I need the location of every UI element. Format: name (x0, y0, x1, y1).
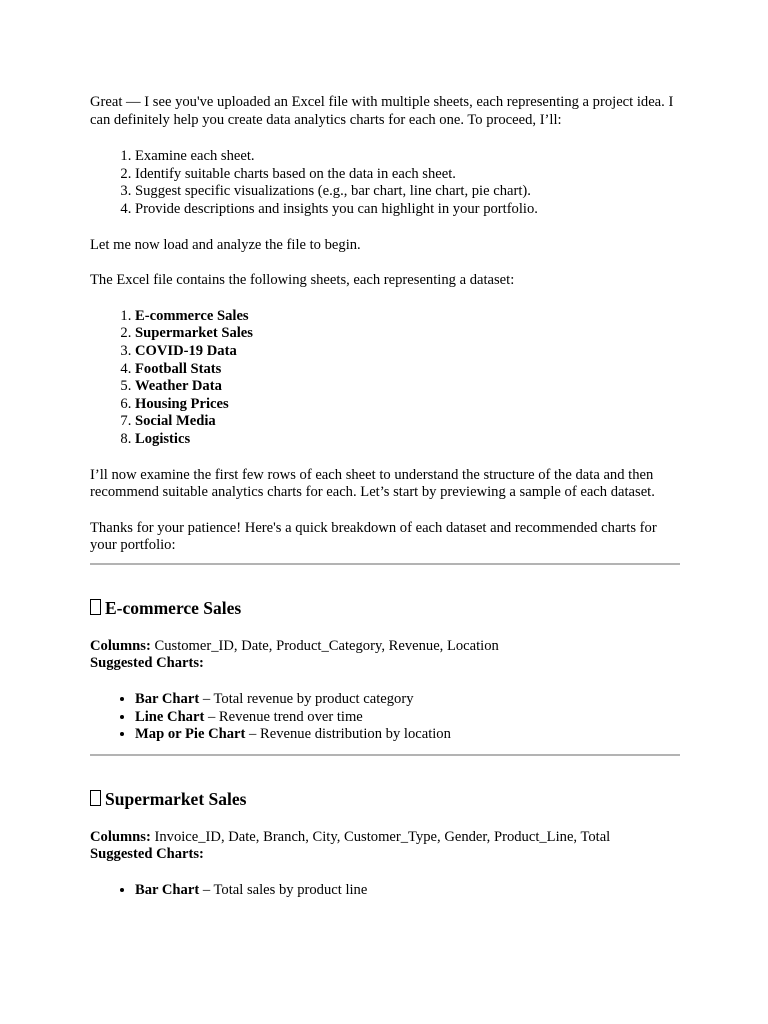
chart-name: Bar Chart (135, 882, 200, 899)
sheet-name: Supermarket Sales (135, 325, 253, 342)
chart-emoji-icon (90, 599, 101, 615)
sheet-name: Weather Data (135, 378, 222, 395)
columns-line (90, 638, 680, 656)
charts-list (90, 691, 680, 744)
chart-name: Line Chart (135, 708, 205, 725)
list-item (135, 726, 680, 744)
chart-name: Map or Pie Chart (135, 726, 246, 743)
list-item: 2. Identify suitable charts based on the data in each sheet. (135, 166, 680, 184)
divider (90, 754, 680, 756)
thanks-paragraph: Thanks for your patience! Here's a quick breakdown of each dataset and recommended charts for your portfolio: (90, 519, 657, 554)
list-item: 4. Provide descriptions and insights you can highlight in your portfolio. (135, 201, 680, 219)
section-title: Supermarket Sales (105, 788, 247, 809)
columns-value: Invoice_ID, Date, Branch, City, Customer_Type, Gender, Product_Line, Total (154, 828, 611, 845)
list-item (135, 361, 680, 379)
sheets-list (90, 308, 680, 449)
chart-desc: – Total sales by product line (202, 882, 368, 899)
intro-paragraph: Great — I see you've uploaded an Excel file with multiple sheets, each representing a project idea. I can definitely help you create data analytics charts for each one. To proceed, I’ll: (90, 94, 674, 128)
columns-line (90, 829, 680, 847)
sheet-name: Football Stats (135, 360, 222, 377)
cart-emoji-icon (90, 790, 101, 806)
list-item (135, 325, 680, 343)
sheet-name: COVID-19 Data (135, 342, 237, 359)
sheet-name: Social Media (135, 413, 216, 430)
section-title: E-commerce Sales (105, 597, 242, 618)
chart-name: Bar Chart (135, 691, 200, 708)
divider (90, 563, 680, 565)
list-item (135, 431, 680, 449)
steps-list (90, 148, 680, 218)
charts-label: Suggested Charts: (90, 846, 204, 863)
chart-desc: – Revenue distribution by location (249, 726, 451, 743)
sheet-name: E-commerce Sales (135, 307, 249, 324)
columns-label: Columns: (90, 828, 151, 845)
section-heading (90, 598, 680, 618)
columns-label: Columns: (90, 637, 151, 654)
list-item: 3. Suggest specific visualizations (e.g., bar chart, line chart, pie chart). (135, 183, 680, 201)
document-page (90, 94, 680, 918)
list-item (135, 308, 680, 326)
section-heading (90, 789, 680, 809)
chart-desc: – Total revenue by product category (202, 691, 414, 708)
charts-label-line (90, 655, 680, 673)
list-item (135, 882, 680, 900)
charts-label-line (90, 846, 680, 864)
columns-value: Customer_ID, Date, Product_Category, Revenue, Location (154, 637, 499, 654)
list-item: 1. Examine each sheet. (135, 148, 680, 166)
charts-list (90, 882, 680, 900)
list-item (135, 709, 680, 727)
chart-desc: – Revenue trend over time (207, 708, 363, 725)
list-item (135, 691, 680, 709)
list-item (135, 378, 680, 396)
sheets-intro-paragraph: The Excel file contains the following sheets, each representing a dataset: (90, 272, 515, 289)
load-paragraph: Let me now load and analyze the file to begin. (90, 236, 361, 253)
sheet-name: Logistics (135, 430, 191, 447)
sheet-name: Housing Prices (135, 395, 229, 412)
list-item (135, 396, 680, 414)
list-item (135, 343, 680, 361)
list-item (135, 413, 680, 431)
charts-label: Suggested Charts: (90, 655, 204, 672)
examine-paragraph: I’ll now examine the first few rows of each sheet to understand the structure of the data and then recommend suitable analytics charts for each. Let’s start by previewing a sample of each dataset. (90, 466, 655, 501)
